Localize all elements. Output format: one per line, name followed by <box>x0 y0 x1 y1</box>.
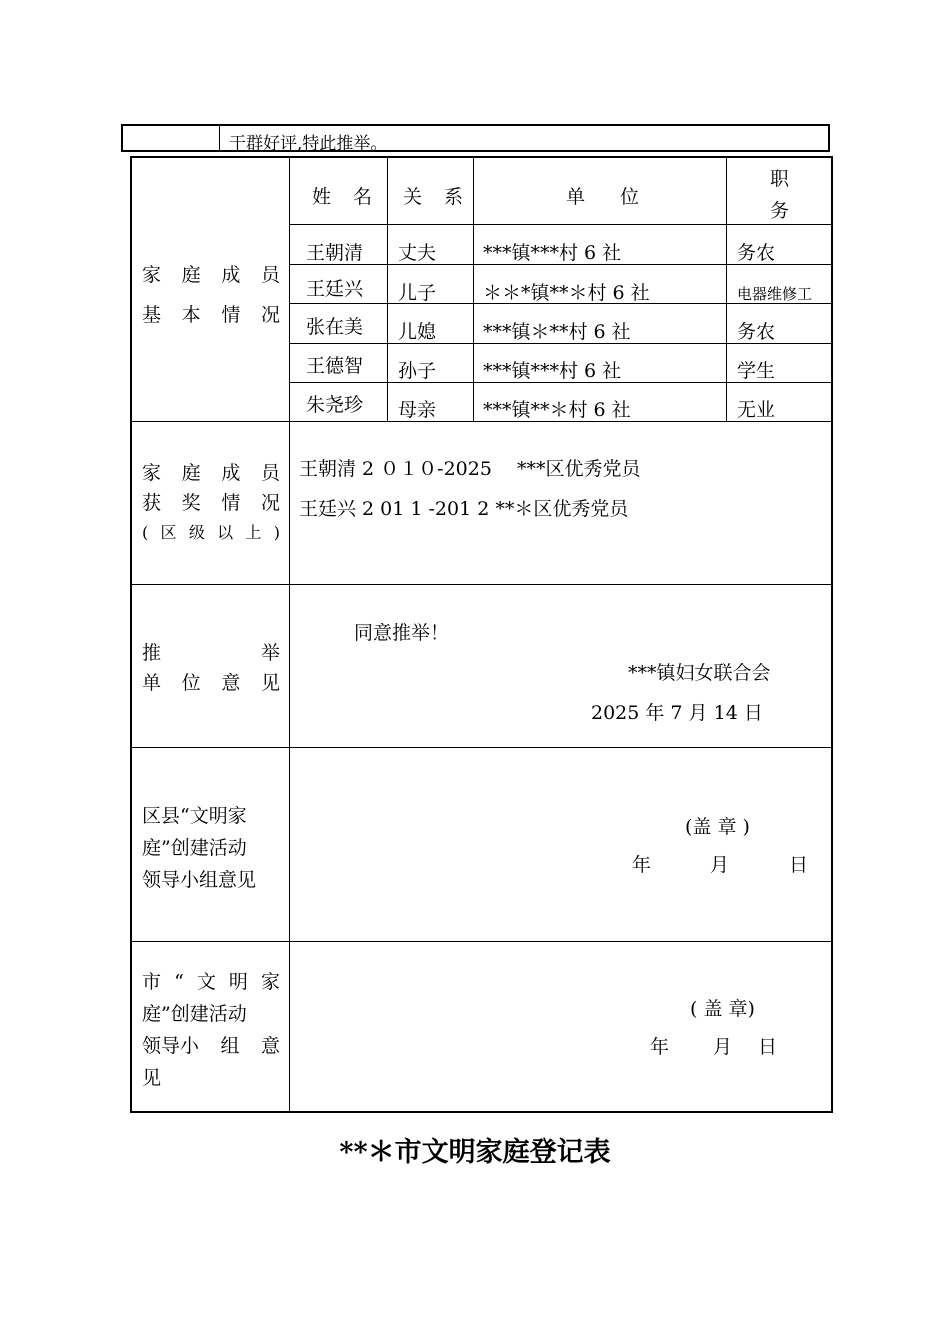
recommend-label: 推 举 单 位 意 见 <box>142 642 280 694</box>
section-divider <box>132 941 831 942</box>
recommend-opinion: 同意推举！ <box>354 622 450 644</box>
member-job: 务农 <box>737 321 776 343</box>
label-column-divider <box>289 158 290 1111</box>
awards-label: 家 庭 成 员 获 奖 情 况 ( 区 级 以 上 ) <box>142 462 280 542</box>
member-name: 朱尧珍 <box>306 394 364 416</box>
member-job: 务农 <box>737 242 776 264</box>
document-title: **＊市文明家庭登记表 <box>339 1137 611 1168</box>
top-continuation-row <box>121 124 830 152</box>
registration-form-table <box>130 156 833 1113</box>
family-members-label <box>142 260 280 330</box>
member-relation: 儿媳 <box>398 321 437 343</box>
top-row-divider <box>219 126 220 150</box>
member-job: 无业 <box>737 399 776 421</box>
member-unit: ***镇***村 6 社 <box>483 360 622 382</box>
member-name: 王德智 <box>306 355 364 377</box>
member-unit: ***镇**＊村 6 社 <box>483 399 631 421</box>
district-date-month: 月 <box>710 854 730 876</box>
district-stamp: (盖 章 ) <box>685 816 750 838</box>
city-date-day: 日 <box>758 1036 778 1058</box>
member-name: 王朝清 <box>306 242 364 264</box>
award-line: 王廷兴 2 01 1 -201 2 **＊区优秀党员 <box>299 498 629 520</box>
section-divider <box>132 747 831 748</box>
member-relation: 母亲 <box>398 399 437 421</box>
member-relation: 丈夫 <box>398 242 437 264</box>
member-name: 王廷兴 <box>306 278 364 300</box>
city-label: 市 “ 文 明 家 庭”创建活动 领导小 组 意 见 <box>142 971 280 1089</box>
section-divider <box>132 584 831 585</box>
header-name: 姓 名 <box>312 186 381 208</box>
member-job: 电器维修工 <box>737 285 813 303</box>
family-members-label-line1: 家 庭 成 员 <box>142 264 280 286</box>
member-name: 张在美 <box>306 316 364 338</box>
award-line: 王朝清 2 ０１０-2025 ***区优秀党员 <box>299 458 641 480</box>
city-date-month: 月 <box>713 1036 733 1058</box>
district-label: 区县“文明家 庭”创建活动 领导小组意见 <box>142 805 257 891</box>
section-divider <box>132 421 831 422</box>
member-relation: 儿子 <box>398 282 437 304</box>
recommend-date: 2025 年 7 月 14 日 <box>591 702 763 724</box>
member-unit: ＊＊*镇**＊村 6 社 <box>483 282 650 304</box>
district-date-day: 日 <box>789 854 809 876</box>
district-date-year: 年 <box>632 854 652 876</box>
city-date-year: 年 <box>650 1036 670 1058</box>
member-unit: ***镇***村 6 社 <box>483 242 622 264</box>
family-members-label-line2: 基 本 情 况 <box>142 304 280 326</box>
header-job-line1: 职 <box>770 168 790 190</box>
recommend-org: ***镇妇女联合会 <box>628 662 771 684</box>
member-row-divider <box>289 224 831 225</box>
member-job: 学生 <box>737 360 776 382</box>
header-job-line2: 务 <box>770 200 790 222</box>
member-relation: 孙子 <box>398 360 437 382</box>
member-unit: ***镇＊**村 6 社 <box>483 321 631 343</box>
top-row-text: 干群好评,特此推举。 <box>229 134 388 154</box>
header-relation: 关 系 <box>403 186 472 208</box>
header-unit: 单 位 <box>566 186 648 208</box>
city-stamp: ( 盖 章) <box>690 998 755 1020</box>
